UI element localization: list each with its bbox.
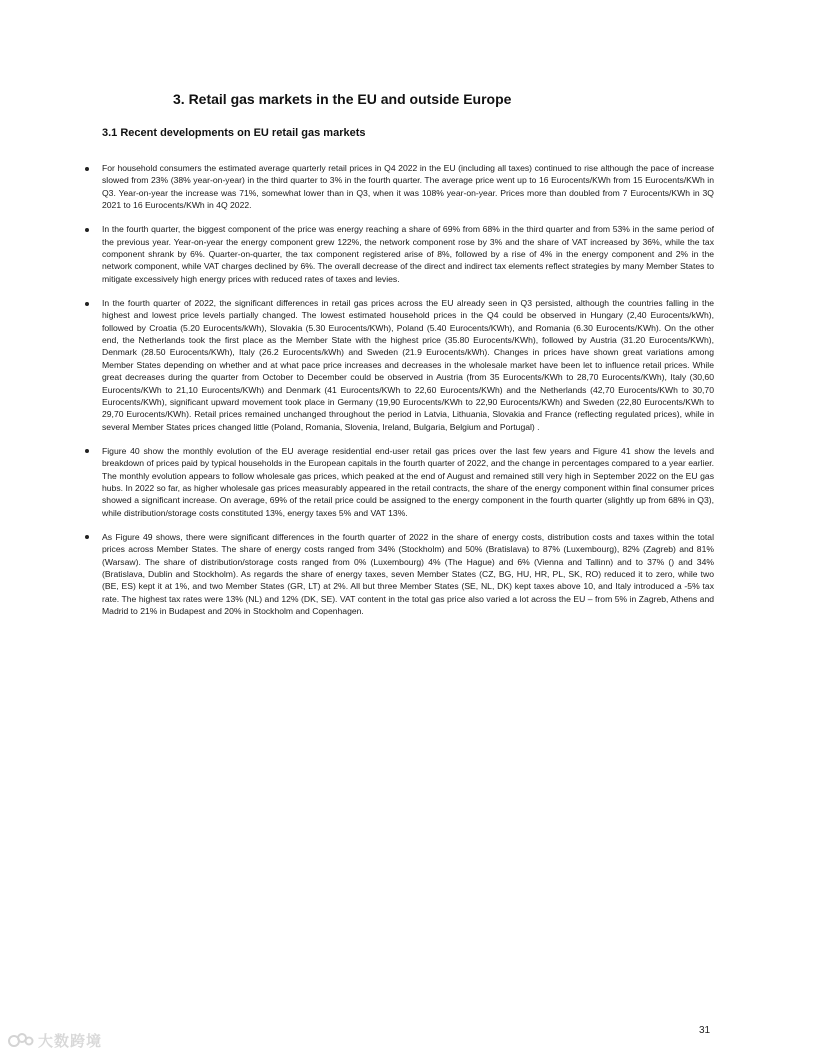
watermark [8, 1030, 102, 1050]
bullet-paragraph-1: For household consumers the estimated average quarterly retail prices in Q4 2022 in the EU (including all taxes) continued to rise although the pace of increase slowed from 23% (38% year-on-year) in the third quarter to 3% in the fourth quarter. The average price went up to 16 Eurocents/KWh from 15 Eurocents/KWh in Q3. Year-on-year the increase was 71%, somewhat lower than in Q3, when it was 108% year-on-year. Prices more than doubled from 7 Eurocents/KWh in 3Q 2021 to 16 Eurocents/KWh in 4Q 2022. [102, 163, 714, 211]
bullet-list [102, 162, 714, 629]
bullet-paragraph-3: In the fourth quarter of 2022, the significant differences in retail gas prices across the EU already seen in Q3 persisted, although the countries falling in the highest and lowest price levels partially changed. The lowest estimated household prices in the Q4 could be observed in Hungary (2,40 Eurocents/kWh), followed by Croatia (5.20 Eurocents/kWh), Slovakia (5.30 Eurocents/KWh), Poland (5.40 Eurocents/KWh), and Romania (6.30 Eurocents/KWh). On the other end, the Netherlands took the first place as the Member State with the highest price (35.80 Eurocents/KWh), followed by Austria (31.20 Eurocents/KWh), Denmark (28.50 Eurocents/KWh), Italy (26.2 Eurocents/kWh) and Sweden (21.9 Eurocents/kWh). Changes in prices have shown great variations among Member States depending on whether and at what pace price increases and decreases in the wholesale market have been let to influence retail prices. While great decreases during the quarter from October to December could be observed in Austria (from 35 Eurocents/KWh to 28,70 Eurocents/KWh), Italy (30,60 Eurocents/KWh to 21,10 Eurocents/KWh) and Denmark (41 Eurocents/KWh to 22,60 Eurocents/KWh) and the Netherlands (42,70 Eurocents/KWh to 30,70 Eurocents/KWh), significant upward movement took place in Germany (19,90 Eurocents/KWh to 22,90 Eurocents/KWh) and Sweden (22,80 Eurocents/KWh to 29,70 Eurocents/KWh). Retail prices remained unchanged throughout the period in Latvia, Lithuania, Slovakia and France (reflecting regulated prices), while in several Member States prices changed little (Poland, Romania, Slovenia, Ireland, Bulgaria, Belgium and Portugal) . [102, 298, 714, 432]
bullet-paragraph-4: Figure 40 show the monthly evolution of the EU average residential end-user retail gas prices over the last few years and Figure 41 show the levels and breakdown of prices paid by typical households in the European capitals in the fourth quarter of 2022, and the change in percentages compared to a year earlier. The monthly evolution appears to follow wholesale gas prices, which peaked at the end of August and remained still very high in September 2022 on the EU gas hubs. In 2022 so far, as higher wholesale gas prices measurably appeared in the retail contracts, the share of the energy component within final consumer prices showed a significant increase. On average, 69% of the retail price could be assigned to the energy component in the fourth quarter (slightly up from 68% in Q3), while distribution/storage costs constituted 13%, energy taxes 5% and VAT 13%. [102, 445, 714, 518]
watermark-logo-icon [8, 1032, 34, 1048]
subsection-title: 3.1 Recent developments on EU retail gas markets [102, 127, 366, 139]
section-title: 3. Retail gas markets in the EU and outside Europe [173, 91, 512, 107]
page-number: 31 [699, 1025, 711, 1036]
bullet-paragraph-5: As Figure 49 shows, there were significant differences in the fourth quarter of 2022 in the share of energy costs, distribution costs and taxes within the total prices across Member States. The share of energy costs ranged from 34% (Stockholm) and 50% (Bratislava) to 87% (Luxembourg), 82% (Zagreb) and 81% (Warsaw). The share of distribution/storage costs ranged from 0% (Luxembourg) 4% (The Hague) and 6% (Vienna and Tallinn) and to 37% () and 34% (Bratislava, Dublin and Stockholm). As regards the share of energy taxes, seven Member States (CZ, BG, HU, HR, PL, SK, RO) reduced it to zero, while two (BE, ES) kept it at 1%, and two Member States (GR, LT) at 2%. All but three Member States (SE, NL, DK) kept taxes above 10, and Italy introduced a -5% tax rate. The highest tax rates were 13% (NL) and 12% (DK, SE). VAT content in the total gas price also varied a lot across the EU – from 5% in Zagreb, Athens and Madrid to 21% in Budapest and 20% in Stockholm and Copenhagen. [102, 531, 714, 616]
bullet-paragraph-2: In the fourth quarter, the biggest component of the price was energy reaching a share of 69% from 68% in the third quarter and from 53% in the same period of the previous year. Year-on-year the energy component grew 122%, the network component rose by 3% and the share of VAT increased by 36%, while the tax component shrank by 6%. Quarter-on-quarter, the tax component registered arise of 8%, followed by a rise of 4% in the energy component and 2% in the network component, while VAT charges declined by 6%. The overall decrease of the direct and indirect tax elements reflect strategies by many Member States to mitigate excessively high energy prices with reduced rates of taxes and levies. [102, 224, 714, 284]
watermark-text: 大数跨境 [38, 1031, 103, 1050]
